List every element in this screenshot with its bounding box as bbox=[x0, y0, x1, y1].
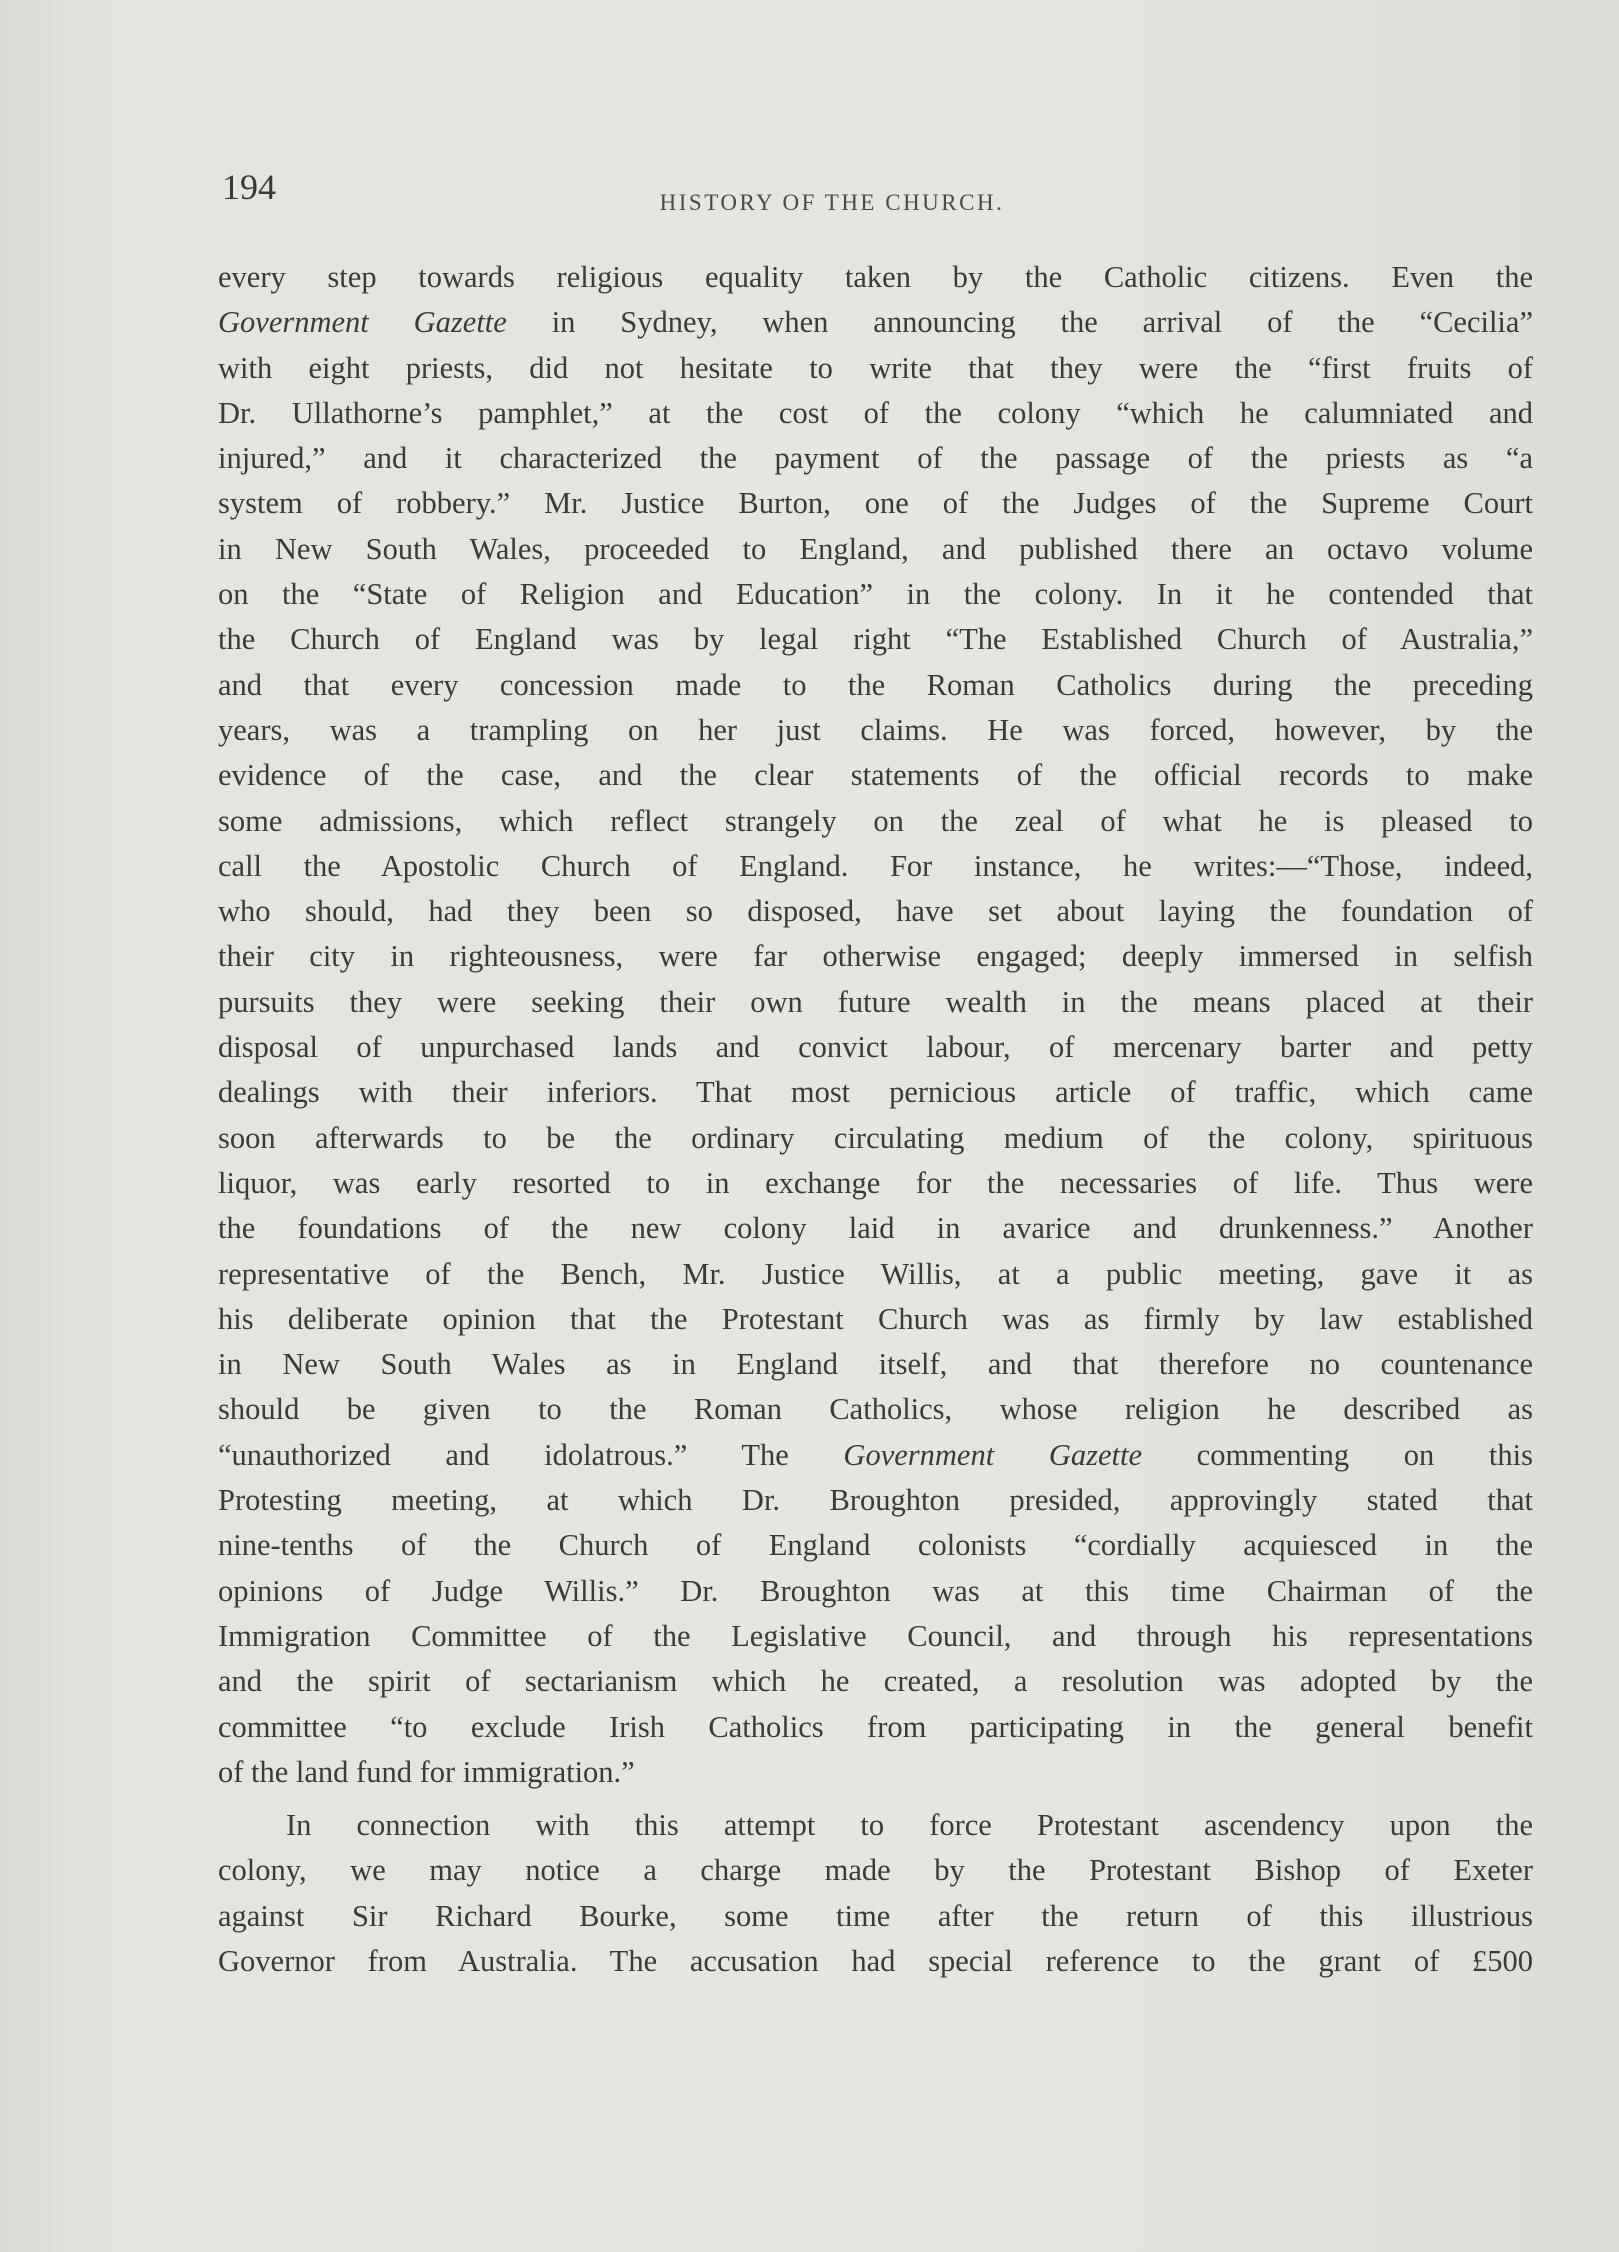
text-line: every step towards religious equality taken by the Catholic citizens. Even the bbox=[218, 260, 1533, 294]
text-line: Protesting meeting, at which Dr. Broughton presided, approvingly stated that bbox=[218, 1483, 1533, 1518]
text-line: the foundations of the new colony laid in avarice and drunkenness.” Another bbox=[218, 1211, 1533, 1246]
text-line: system of robbery.” Mr. Justice Burton, one of the Judges of the Supreme Court bbox=[218, 486, 1533, 521]
text-line: and the spirit of sectarianism which he created, a resolution was adopted by the bbox=[218, 1664, 1533, 1699]
text-line: his deliberate opinion that the Protestant Church was as firmly by law established bbox=[218, 1301, 1533, 1336]
text-line: on the “State of Religion and Education” in the colony. In it he contended that bbox=[218, 577, 1533, 612]
text-line: years, was a trampling on her just claims. He was forced, however, by the bbox=[218, 712, 1533, 747]
text-line: soon afterwards to be the ordinary circulating medium of the colony, spirituous bbox=[218, 1120, 1533, 1155]
running-head: HISTORY OF THE CHURCH. bbox=[659, 190, 1005, 215]
text-line: “unauthorized and idolatrous.” The Government Gazette commenting on this bbox=[218, 1437, 1533, 1472]
text-line: and that every concession made to the Roman Catholics during the preceding bbox=[218, 667, 1533, 702]
text-line: the Church of England was by legal right “The Established Church of Australia,” bbox=[218, 622, 1533, 657]
text-line: Dr. Ullathorne’s pamphlet,” at the cost of the colony “which he calumniated and bbox=[218, 395, 1533, 430]
text-line: Governor from Australia. The accusation had special reference to the grant of £500 bbox=[218, 1943, 1533, 1978]
text-line: who should, had they been so disposed, have set about laying the foundation of bbox=[218, 894, 1533, 929]
text-line: opinions of Judge Willis.” Dr. Broughton was at this time Chairman of the bbox=[218, 1573, 1533, 1608]
text-line: pursuits they were seeking their own future wealth in the means placed at their bbox=[218, 984, 1533, 1019]
text-line: In connection with this attempt to force Protestant ascendency upon the bbox=[286, 1808, 1533, 1843]
text-line: some admissions, which reflect strangely on the zeal of what he is pleased to bbox=[218, 803, 1533, 838]
body-text bbox=[218, 255, 1533, 1984]
text-line: of the land fund for immigration.” bbox=[218, 1754, 635, 1789]
text-line: disposal of unpurchased lands and convict labour, of mercenary barter and petty bbox=[218, 1030, 1533, 1065]
text-line: representative of the Bench, Mr. Justice Willis, at a public meeting, gave it as bbox=[218, 1256, 1533, 1291]
text-line: against Sir Richard Bourke, some time after the return of this illustrious bbox=[218, 1898, 1533, 1933]
text-line: injured,” and it characterized the payment of the passage of the priests as “a bbox=[218, 441, 1533, 476]
text-line: committee “to exclude Irish Catholics from participating in the general benefit bbox=[218, 1709, 1533, 1744]
text-line: their city in righteousness, were far otherwise engaged; deeply immersed in selfish bbox=[218, 939, 1533, 974]
text-line: in New South Wales as in England itself, and that therefore no countenance bbox=[218, 1347, 1533, 1382]
text-line: colony, we may notice a charge made by the Protestant Bishop of Exeter bbox=[218, 1853, 1533, 1888]
text-line: in New South Wales, proceeded to England, and published there an octavo volume bbox=[218, 531, 1533, 566]
paragraph-2 bbox=[218, 1803, 1533, 1984]
paragraph-1 bbox=[218, 255, 1533, 1795]
text-line: Immigration Committee of the Legislative Council, and through his representations bbox=[218, 1618, 1533, 1653]
text-line: evidence of the case, and the clear statements of the official records to make bbox=[218, 758, 1533, 793]
text-line: nine-tenths of the Church of England colonists “cordially acquiesced in the bbox=[218, 1528, 1533, 1563]
text-line: should be given to the Roman Catholics, whose religion he described as bbox=[218, 1392, 1533, 1427]
text-line: call the Apostolic Church of England. For instance, he writes:—“Those, indeed, bbox=[218, 848, 1533, 883]
text-line: liquor, was early resorted to in exchange for the necessaries of life. Thus were bbox=[218, 1165, 1533, 1200]
text-line: with eight priests, did not hesitate to write that they were the “first fruits of bbox=[218, 350, 1533, 385]
text-line: dealings with their inferiors. That most pernicious article of traffic, which came bbox=[218, 1075, 1533, 1110]
text-line: Government Gazette in Sydney, when announcing the arrival of the “Cecilia” bbox=[218, 305, 1533, 340]
page-number: 194 bbox=[222, 167, 276, 207]
